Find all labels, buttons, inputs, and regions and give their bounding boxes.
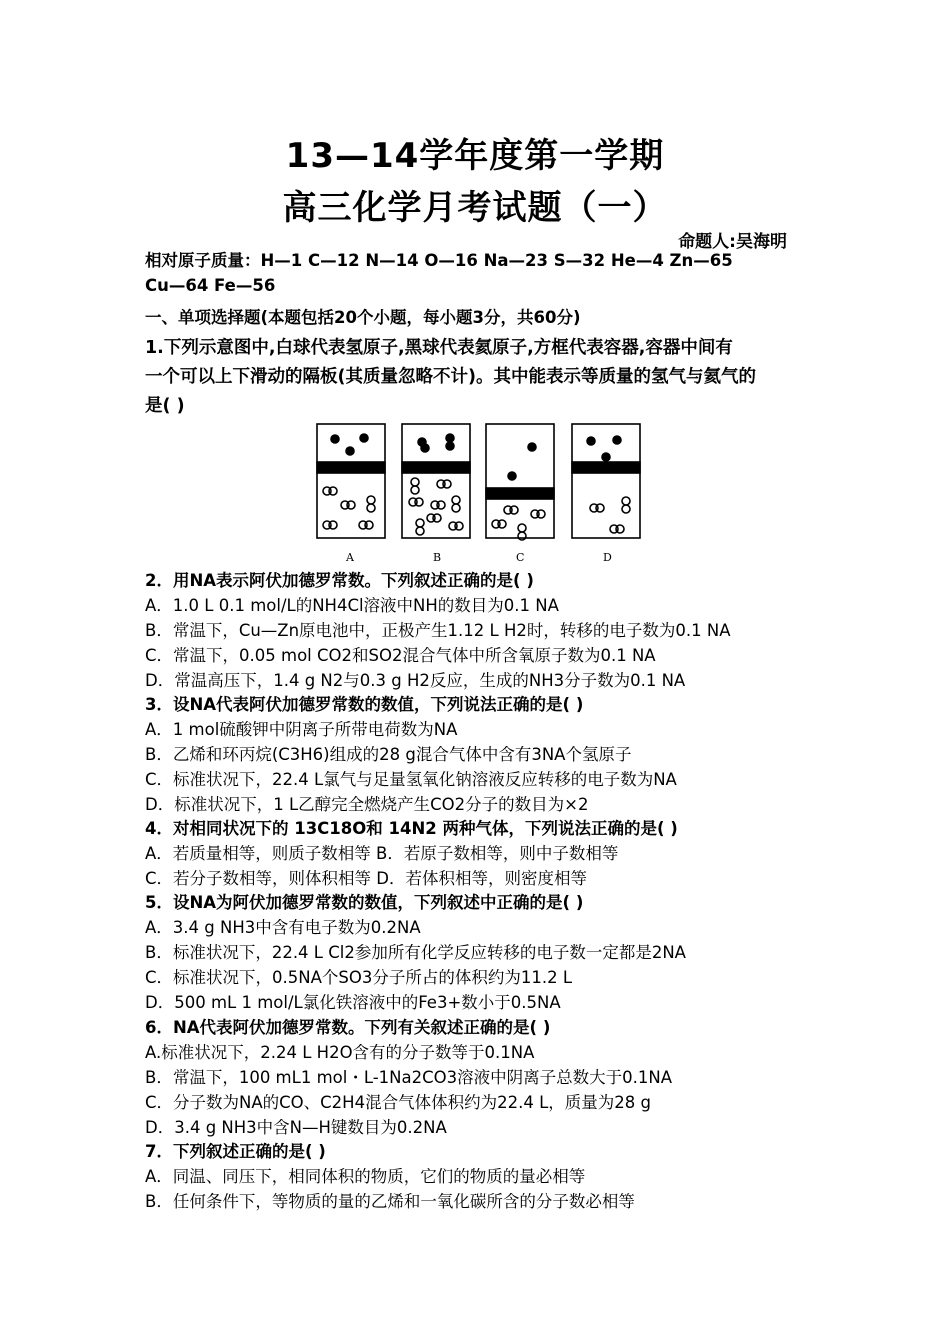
question-3-option-a: A．1 mol硫酸钾中阴离子所带电荷数为NA <box>145 720 458 739</box>
question-5-option-d: D．500 mL 1 mol/L氯化铁溶液中的Fe3+数小于0.5NA <box>145 993 561 1012</box>
question-2: 2．用NA表示阿伏加德罗常数。下列叙述正确的是( ) <box>145 571 534 590</box>
question-7-option-b: B．任何条件下，等物质的量的乙烯和一氧化碳所含的分子数必相等 <box>145 1192 635 1211</box>
question-5-option-b: B．标准状况下，22.4 L Cl2参加所有化学反应转移的电子数一定都是2NA <box>145 943 686 962</box>
question-6-option-d: D．3.4 g NH3中含N—H键数目为0.2NA <box>145 1118 447 1137</box>
figure-label-d: D <box>603 551 612 564</box>
question-6-option-c: C．分子数为NA的CO、C2H4混合气体体积约为22.4 L，质量为28 g <box>145 1093 651 1112</box>
question-3-option-b: B．乙烯和环丙烷(C3H6)组成的28 g混合气体中含有3NA个氢原子 <box>145 745 632 764</box>
question-4-options-ab: A．若质量相等，则质子数相等 B．若原子数相等，则中子数相等 <box>145 844 619 863</box>
question-2-option-a: A．1.0 L 0.1 mol/L的NH4Cl溶液中NH的数目为0.1 NA <box>145 596 559 615</box>
question-2-option-d: D．常温高压下，1.4 g N2与0.3 g H2反应，生成的NH3分子数为0.1 NA <box>145 671 686 690</box>
question-4-options-cd: C．若分子数相等，则体积相等 D．若体积相等，则密度相等 <box>145 869 587 888</box>
container-b <box>402 424 470 538</box>
container-diagram <box>316 422 646 568</box>
question-1-line-2: 一个可以上下滑动的隔板(其质量忽略不计)。其中能表示等质量的氢气与氦气的 <box>145 367 756 387</box>
question-7-option-a: A．同温、同压下，相同体积的物质，它们的物质的量必相等 <box>145 1167 586 1186</box>
question-3: 3．设NA代表阿伏加德罗常数的数值，下列说法正确的是( ) <box>145 695 584 714</box>
exam-title-term: 13—14学年度第一学期 <box>285 136 665 176</box>
question-6: 6．NA代表阿伏加德罗常数。下列有关叙述正确的是( ) <box>145 1018 551 1037</box>
question-3-option-c: C．标准状况下，22.4 L氯气与足量氢氧化钠溶液反应转移的电子数为NA <box>145 770 677 789</box>
question-7: 7．下列叙述正确的是( ) <box>145 1142 326 1161</box>
exam-author: 命题人:吴海明 <box>678 232 787 252</box>
container-c <box>486 424 554 540</box>
question-2-option-c: C．常温下，0.05 mol CO2和SO2混合气体中所含氧原子数为0.1 NA <box>145 646 656 665</box>
figure-label-c: C <box>516 551 525 564</box>
question-5: 5．设NA为阿伏加德罗常数的数值，下列叙述中正确的是( ) <box>145 893 584 912</box>
question-6-option-a: A.标准状况下，2.24 L H2O含有的分子数等于0.1NA <box>145 1043 535 1062</box>
question-1-line-1: 1.下列示意图中,白球代表氢原子,黑球代表氦原子,方框代表容器,容器中间有 <box>145 338 733 358</box>
figure-label-b: B <box>433 551 442 564</box>
exam-title-subject: 高三化学月考试题（一） <box>282 188 668 228</box>
figure-label-a: A <box>346 551 354 564</box>
question-6-option-b: B．常温下，100 mL1 mol・L-1Na2CO3溶液中阴离子总数大于0.1NA <box>145 1068 673 1087</box>
question-1-line-3: 是( ) <box>145 396 185 416</box>
container-d <box>572 424 640 538</box>
atomic-mass-line-2: Cu—64 Fe—56 <box>145 276 276 295</box>
section-heading: 一、单项选择题(本题包括20个小题，每小题3分，共60分) <box>145 308 581 327</box>
container-a <box>317 424 385 538</box>
atomic-mass-line-1: 相对原子质量：H—1 C—12 N—14 O—16 Na—23 S—32 He—4 Zn—65 <box>145 251 733 270</box>
question-2-option-b: B．常温下，Cu—Zn原电池中，正极产生1.12 L H2时，转移的电子数为0.1 NA <box>145 621 731 640</box>
question-5-option-c: C．标准状况下，0.5NA个SO3分子所占的体积约为11.2 L <box>145 968 573 987</box>
question-5-option-a: A．3.4 g NH3中含有电子数为0.2NA <box>145 918 421 937</box>
question-4: 4．对相同状况下的 13C18O和 14N2 两种气体，下列说法正确的是( ) <box>145 819 678 838</box>
question-3-option-d: D．标准状况下，1 L乙醇完全燃烧产生CO2分子的数目为×2 <box>145 795 589 814</box>
